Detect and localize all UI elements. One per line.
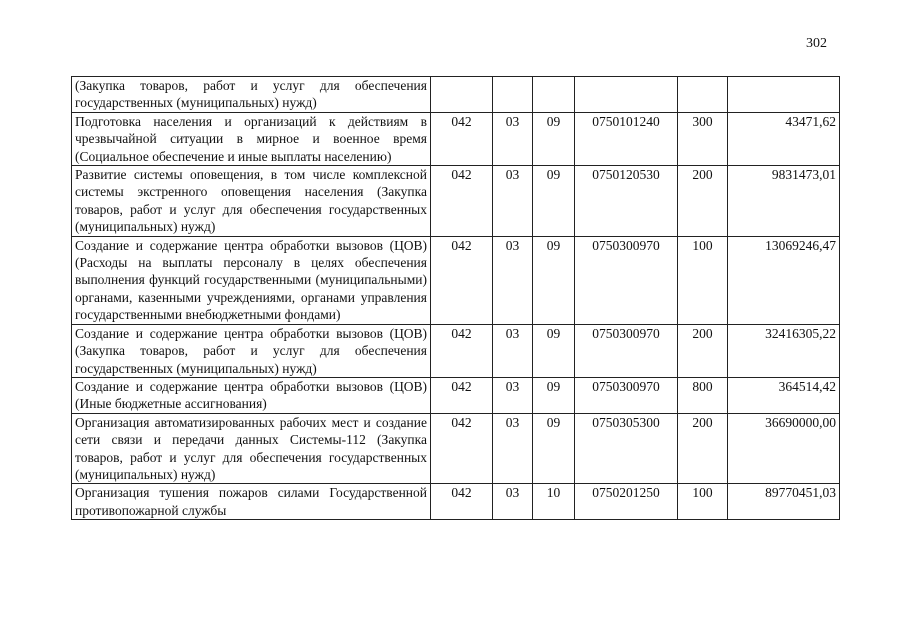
- row-target-article-code: 0750305300: [575, 413, 678, 484]
- table-row: [72, 484, 840, 520]
- row-amount: 13069246,47: [728, 236, 840, 324]
- row-section-code: 03: [493, 484, 533, 520]
- row-description: Создание и содержание центра обработки вызовов (ЦОВ) (Расходы на выплаты персоналу в целях обеспечения выполнения функций государственными (муниципальными) органами, казенными учреждениями, органами управления государственными внебюджетными фондами): [72, 236, 431, 324]
- row-section-code: 03: [493, 236, 533, 324]
- row-expense-type-code: 100: [678, 484, 728, 520]
- row-expense-type-code: 200: [678, 413, 728, 484]
- row-grbs-code: 042: [431, 324, 493, 377]
- row-section-code: 03: [493, 413, 533, 484]
- row-description: (Закупка товаров, работ и услуг для обеспечения государственных (муниципальных) нужд): [72, 77, 431, 113]
- row-subsection-code: 09: [533, 413, 575, 484]
- row-target-article-code: [575, 77, 678, 113]
- row-subsection-code: 09: [533, 112, 575, 165]
- row-section-code: [493, 77, 533, 113]
- row-description: Создание и содержание центра обработки вызовов (ЦОВ) (Иные бюджетные ассигнования): [72, 377, 431, 413]
- row-target-article-code: 0750300970: [575, 236, 678, 324]
- table-row: [72, 324, 840, 377]
- row-expense-type-code: 100: [678, 236, 728, 324]
- row-amount: 36690000,00: [728, 413, 840, 484]
- row-grbs-code: [431, 77, 493, 113]
- row-description: Организация автоматизированных рабочих мест и создание сети связи и передачи данных Системы-112 (Закупка товаров, работ и услуг для обеспечения государственных (муниципальных) нужд): [72, 413, 431, 484]
- row-section-code: 03: [493, 324, 533, 377]
- row-subsection-code: 10: [533, 484, 575, 520]
- row-description: Развитие системы оповещения, в том числе комплексной системы экстренного оповещения населения (Закупка товаров, работ и услуг для обеспечения государственных (муниципальных) нужд): [72, 166, 431, 237]
- table-row: [72, 377, 840, 413]
- row-subsection-code: [533, 77, 575, 113]
- row-section-code: 03: [493, 112, 533, 165]
- row-description: Организация тушения пожаров силами Государственной противопожарной службы: [72, 484, 431, 520]
- row-description: Подготовка населения и организаций к действиям в чрезвычайной ситуации в мирное и военное время (Социальное обеспечение и иные выплаты населению): [72, 112, 431, 165]
- row-subsection-code: 09: [533, 377, 575, 413]
- table-row: [72, 77, 840, 113]
- row-amount: 9831473,01: [728, 166, 840, 237]
- row-description: Создание и содержание центра обработки вызовов (ЦОВ) (Закупка товаров, работ и услуг для обеспечения государственных (муниципальных) нужд): [72, 324, 431, 377]
- row-grbs-code: 042: [431, 236, 493, 324]
- row-target-article-code: 0750300970: [575, 324, 678, 377]
- budget-table: [71, 76, 840, 520]
- row-amount: 43471,62: [728, 112, 840, 165]
- row-section-code: 03: [493, 377, 533, 413]
- row-expense-type-code: 200: [678, 166, 728, 237]
- row-expense-type-code: [678, 77, 728, 113]
- row-subsection-code: 09: [533, 324, 575, 377]
- table-row: [72, 166, 840, 237]
- row-grbs-code: 042: [431, 377, 493, 413]
- table-row: [72, 236, 840, 324]
- row-grbs-code: 042: [431, 413, 493, 484]
- row-expense-type-code: 200: [678, 324, 728, 377]
- table-row: [72, 112, 840, 165]
- page-number: 302: [806, 36, 827, 51]
- row-target-article-code: 0750101240: [575, 112, 678, 165]
- row-section-code: 03: [493, 166, 533, 237]
- row-amount: 89770451,03: [728, 484, 840, 520]
- row-grbs-code: 042: [431, 166, 493, 237]
- row-target-article-code: 0750201250: [575, 484, 678, 520]
- row-grbs-code: 042: [431, 112, 493, 165]
- budget-table-body: [72, 77, 840, 520]
- row-subsection-code: 09: [533, 236, 575, 324]
- row-target-article-code: 0750120530: [575, 166, 678, 237]
- row-amount: 32416305,22: [728, 324, 840, 377]
- row-subsection-code: 09: [533, 166, 575, 237]
- table-row: [72, 413, 840, 484]
- row-expense-type-code: 300: [678, 112, 728, 165]
- row-amount: 364514,42: [728, 377, 840, 413]
- row-expense-type-code: 800: [678, 377, 728, 413]
- row-grbs-code: 042: [431, 484, 493, 520]
- row-amount: [728, 77, 840, 113]
- row-target-article-code: 0750300970: [575, 377, 678, 413]
